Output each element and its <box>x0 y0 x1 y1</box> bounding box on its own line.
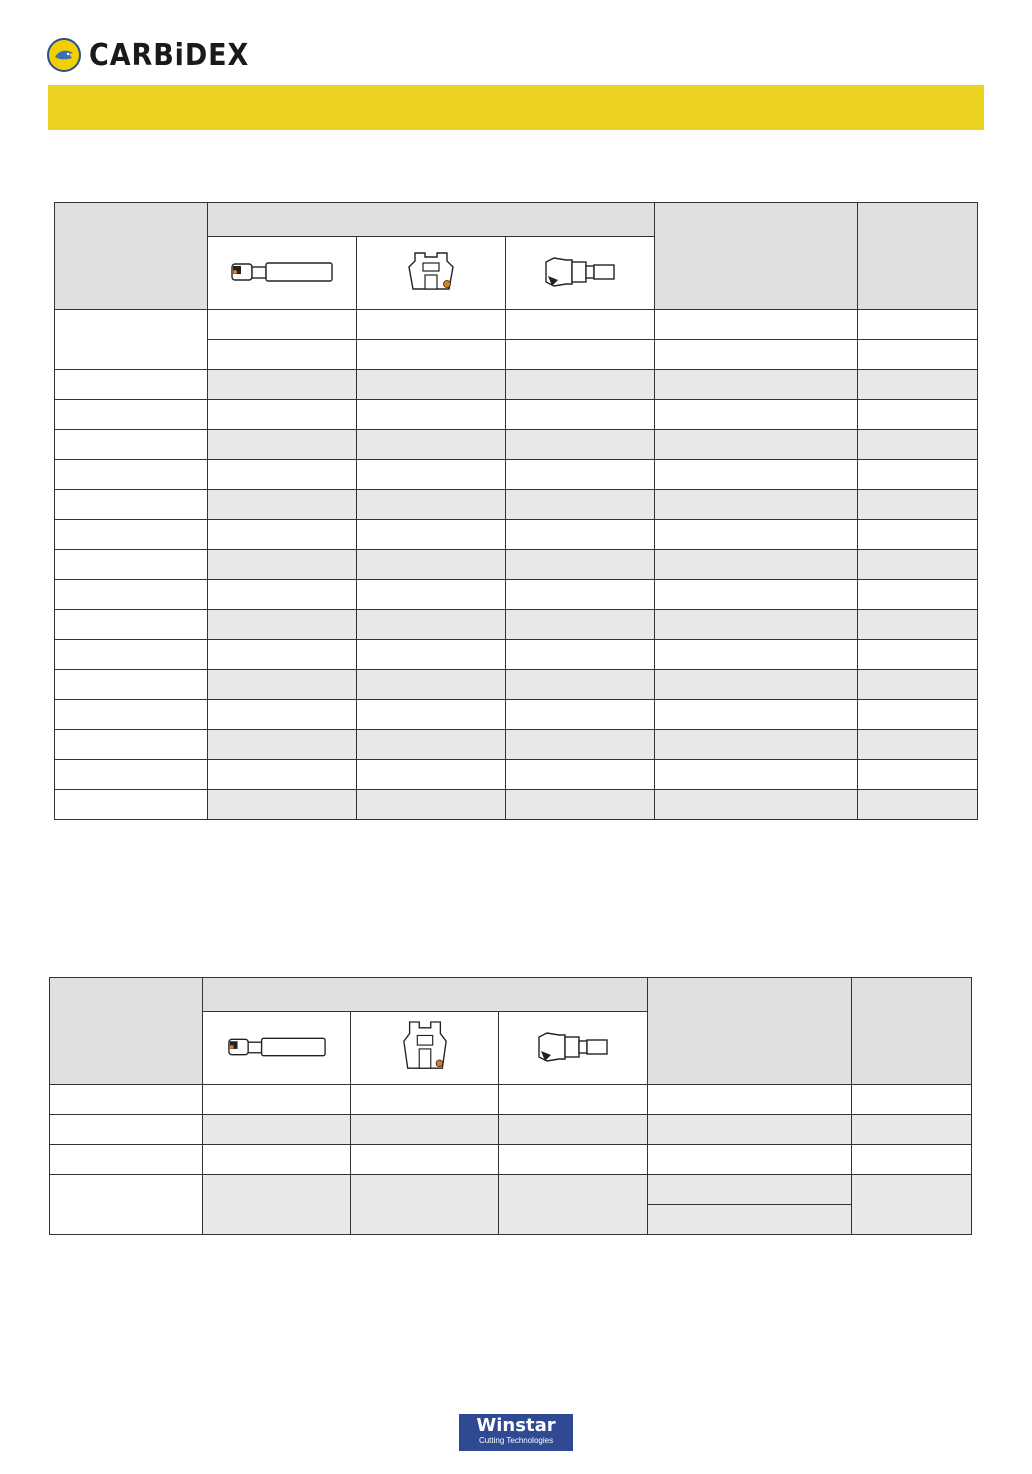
table-cell <box>858 580 978 610</box>
table-row <box>55 520 978 550</box>
table-row <box>55 490 978 520</box>
table-cell <box>357 640 506 670</box>
header-cell <box>55 203 208 310</box>
table-cell <box>351 1145 499 1175</box>
table-cell <box>499 1085 648 1115</box>
table-cell <box>55 580 208 610</box>
table-cell <box>506 610 655 640</box>
table-cell <box>858 490 978 520</box>
table-cell <box>208 790 357 820</box>
table-row <box>55 370 978 400</box>
table-cell <box>858 550 978 580</box>
table-cell <box>648 1085 852 1115</box>
table-row <box>50 1085 972 1115</box>
table-cell <box>858 520 978 550</box>
table-cell <box>357 520 506 550</box>
table-cell <box>357 370 506 400</box>
table-cell <box>55 760 208 790</box>
table-cell <box>55 430 208 460</box>
table-cell <box>208 430 357 460</box>
table-row <box>55 610 978 640</box>
spec-table-2 <box>49 977 972 1235</box>
table-cell <box>55 730 208 760</box>
table-cell <box>506 760 655 790</box>
table-cell <box>648 1205 852 1235</box>
header-cell <box>858 203 978 310</box>
table-cell <box>655 400 858 430</box>
table-cell <box>506 340 655 370</box>
modular-head-tool-icon <box>499 1012 648 1085</box>
table-cell <box>55 520 208 550</box>
table-cell <box>852 1145 972 1175</box>
table-cell <box>858 670 978 700</box>
table-cell <box>50 1145 203 1175</box>
table-cell <box>655 580 858 610</box>
table-cell <box>50 1115 203 1145</box>
table-cell <box>208 310 357 340</box>
table-row <box>55 430 978 460</box>
table-cell <box>208 490 357 520</box>
table-row <box>50 1115 972 1145</box>
table-cell <box>852 1175 972 1235</box>
header-cell <box>655 203 858 310</box>
header-cell <box>852 978 972 1085</box>
table-cell <box>208 340 357 370</box>
table-cell <box>208 400 357 430</box>
table-cell <box>357 400 506 430</box>
table-cell <box>357 730 506 760</box>
table-row <box>55 640 978 670</box>
table-cell <box>351 1175 499 1235</box>
table-cell <box>655 310 858 340</box>
table-cell <box>506 430 655 460</box>
table-cell <box>55 700 208 730</box>
table-cell <box>357 550 506 580</box>
table-cell <box>351 1115 499 1145</box>
table-cell <box>499 1175 648 1235</box>
table-cell <box>208 730 357 760</box>
table-row <box>55 310 978 340</box>
table-cell <box>858 310 978 340</box>
table-cell <box>655 730 858 760</box>
table-cell <box>357 580 506 610</box>
face-mill-cutter-icon <box>351 1012 499 1085</box>
table-cell <box>655 760 858 790</box>
end-mill-tool-icon <box>208 237 357 310</box>
table-cell <box>208 640 357 670</box>
header-cell <box>50 978 203 1085</box>
table-cell <box>208 580 357 610</box>
table-cell <box>55 370 208 400</box>
table-cell <box>55 310 208 370</box>
table-cell <box>858 790 978 820</box>
table-cell <box>506 460 655 490</box>
table-header-row <box>55 203 978 237</box>
table-cell <box>655 700 858 730</box>
table-cell <box>208 670 357 700</box>
table-row <box>55 730 978 760</box>
header-cell <box>648 978 852 1085</box>
table-cell <box>852 1115 972 1145</box>
table-cell <box>655 610 858 640</box>
face-mill-cutter-icon <box>357 237 506 310</box>
table-cell <box>499 1145 648 1175</box>
table-cell <box>203 1115 351 1145</box>
shark-badge-icon <box>47 38 81 72</box>
table-cell <box>506 520 655 550</box>
table-row <box>55 550 978 580</box>
table-cell <box>858 340 978 370</box>
table-cell <box>655 520 858 550</box>
table-cell <box>655 640 858 670</box>
table-cell <box>506 370 655 400</box>
table-cell <box>351 1085 499 1115</box>
table-cell <box>506 580 655 610</box>
table-cell <box>506 790 655 820</box>
table-cell <box>506 310 655 340</box>
table-cell <box>357 670 506 700</box>
table-cell <box>506 700 655 730</box>
table-cell <box>655 670 858 700</box>
table-cell <box>208 520 357 550</box>
header-cell <box>203 978 648 1012</box>
footer-brand: Winstar <box>476 1415 556 1436</box>
table-cell <box>357 610 506 640</box>
table-cell <box>357 430 506 460</box>
table-cell <box>506 640 655 670</box>
table-cell <box>506 550 655 580</box>
table-cell <box>357 700 506 730</box>
table-cell <box>506 670 655 700</box>
table-cell <box>852 1085 972 1115</box>
table-cell <box>208 610 357 640</box>
table-row <box>55 670 978 700</box>
table-cell <box>208 460 357 490</box>
table-cell <box>655 550 858 580</box>
table-cell <box>203 1145 351 1175</box>
table-row <box>55 400 978 430</box>
table-header-row <box>50 978 972 1012</box>
table-cell <box>648 1175 852 1205</box>
table-cell <box>357 790 506 820</box>
header-cell <box>208 203 655 237</box>
table-cell <box>55 610 208 640</box>
spec-table-1 <box>54 202 978 820</box>
table-cell <box>55 640 208 670</box>
table-row <box>55 700 978 730</box>
table-cell <box>50 1175 203 1235</box>
table-cell <box>655 490 858 520</box>
winstar-logo <box>459 1414 573 1451</box>
table-cell <box>208 550 357 580</box>
table-cell <box>655 790 858 820</box>
table-cell <box>655 340 858 370</box>
table-cell <box>55 550 208 580</box>
table-cell <box>50 1085 203 1115</box>
table-row <box>55 580 978 610</box>
table-cell <box>648 1145 852 1175</box>
table-cell <box>858 760 978 790</box>
end-mill-tool-icon <box>203 1012 351 1085</box>
table-cell <box>506 400 655 430</box>
table-cell <box>655 430 858 460</box>
table-row <box>50 1145 972 1175</box>
table-cell <box>499 1115 648 1145</box>
table-cell <box>55 790 208 820</box>
table-cell <box>208 700 357 730</box>
table-cell <box>506 490 655 520</box>
table-cell <box>357 310 506 340</box>
table-cell <box>858 460 978 490</box>
table-cell <box>858 430 978 460</box>
table-cell <box>357 340 506 370</box>
table-cell <box>858 400 978 430</box>
table-row <box>55 760 978 790</box>
table-cell <box>55 490 208 520</box>
table-cell <box>203 1175 351 1235</box>
table-cell <box>357 760 506 790</box>
carbidex-logo <box>47 36 267 74</box>
table-cell <box>208 370 357 400</box>
table-row <box>50 1175 972 1205</box>
table-row <box>55 460 978 490</box>
table-cell <box>858 640 978 670</box>
table-cell <box>55 400 208 430</box>
modular-head-tool-icon <box>506 237 655 310</box>
table-cell <box>357 490 506 520</box>
table-cell <box>55 460 208 490</box>
table-cell <box>506 730 655 760</box>
table-cell <box>858 730 978 760</box>
title-banner <box>48 85 984 130</box>
table-cell <box>858 610 978 640</box>
logo-wordmark: CARBiDEX <box>89 37 250 73</box>
table-cell <box>648 1115 852 1145</box>
table-cell <box>208 760 357 790</box>
table-cell <box>655 370 858 400</box>
table-row <box>55 790 978 820</box>
table-cell <box>203 1085 351 1115</box>
table-cell <box>655 460 858 490</box>
table-cell <box>55 670 208 700</box>
table-cell <box>858 370 978 400</box>
table-cell <box>357 460 506 490</box>
footer-tagline: Cutting Technologies <box>478 1436 554 1445</box>
table-cell <box>858 700 978 730</box>
